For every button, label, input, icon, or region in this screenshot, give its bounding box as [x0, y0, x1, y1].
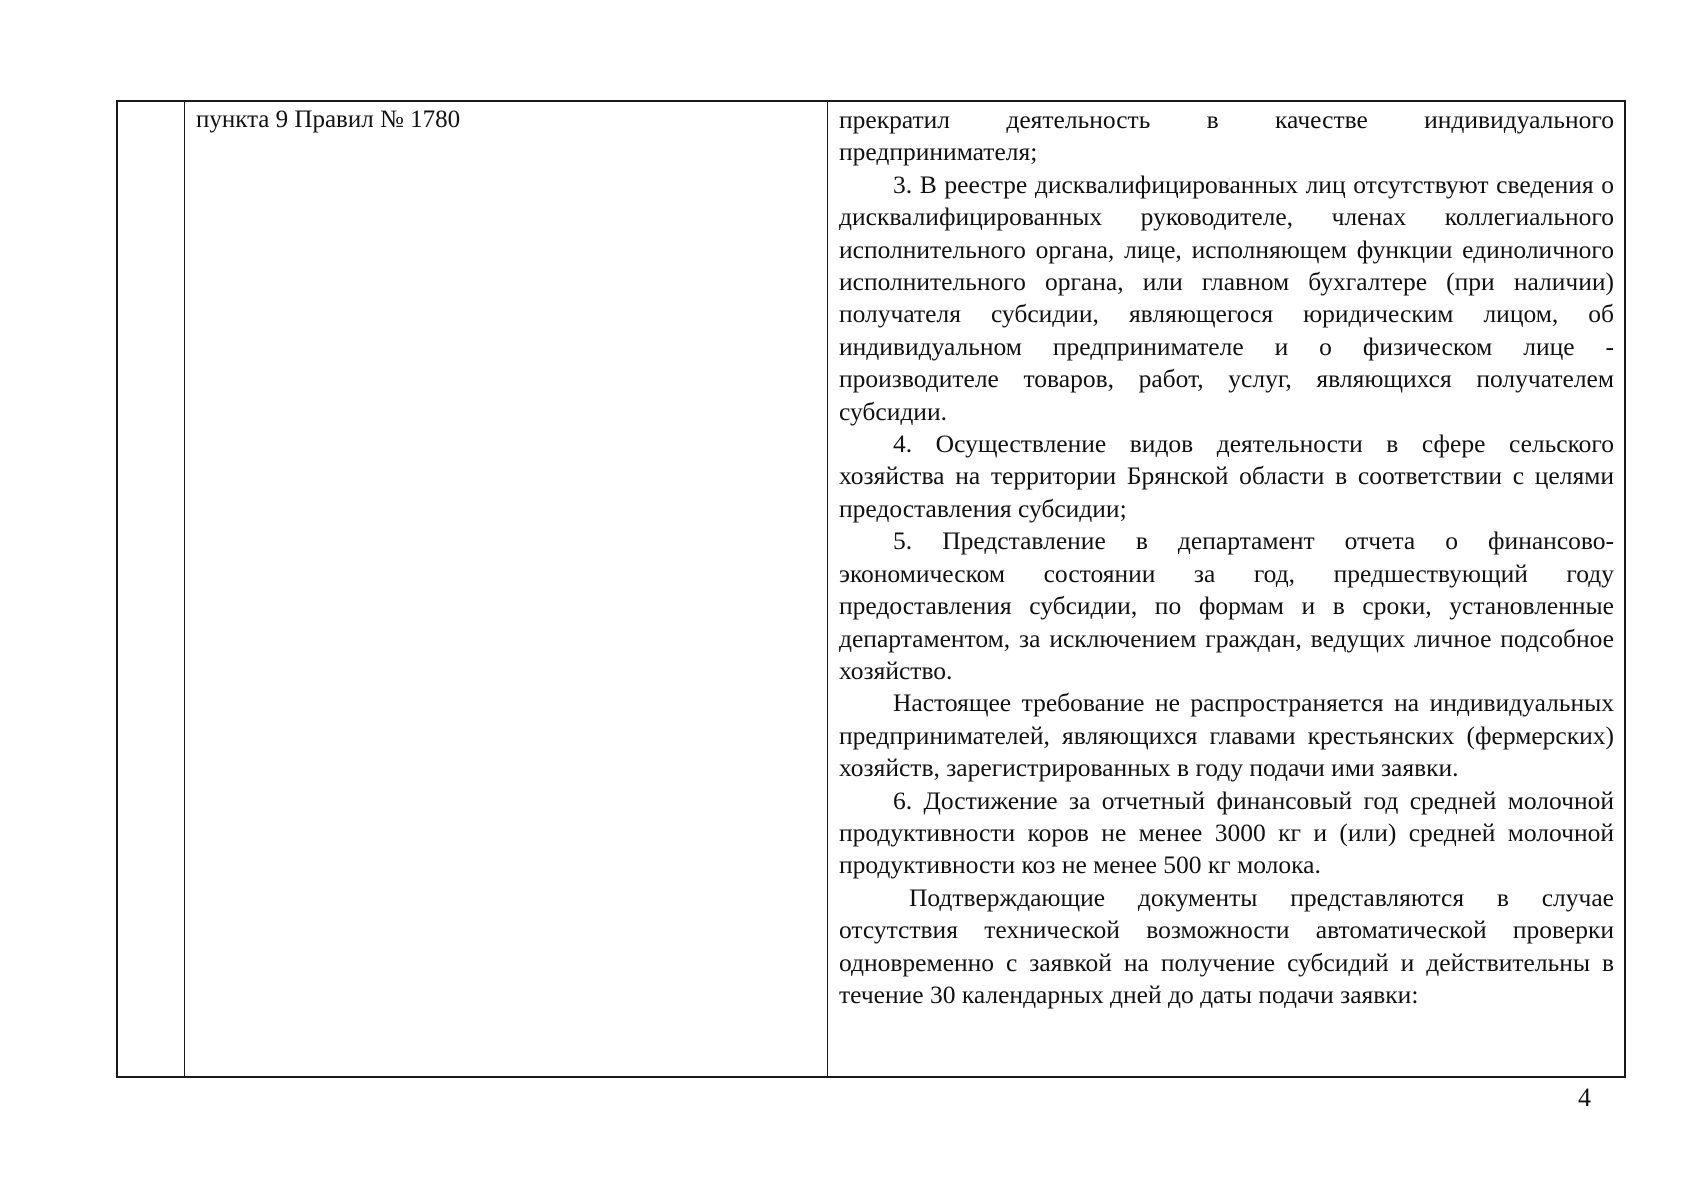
- page-number: 4: [1578, 1083, 1591, 1112]
- requirement-item-4: 4. Осуществление видов деятельности в сфере сельского хозяйства на территории Брянской области в соответствии с целями предоставления субсидии;: [839, 429, 1614, 523]
- requirement-continuation: прекратил деятельность в качестве индивидуального предпринимателя;: [839, 105, 1614, 167]
- supporting-documents-note: Подтверждающие документы представляются в случае отсутствия технической возможности автоматической проверки одновременно с заявкой на получение субсидий и действительны в течение 30 календарных дней до даты подачи заявки:: [839, 882, 1614, 1009]
- column-divider-requirements: [827, 102, 828, 1076]
- table-cell-requirements: [839, 104, 1614, 1011]
- column-divider-number: [184, 102, 185, 1076]
- requirement-item-5: 5. Представление в департамент отчета о финансово-экономическом состоянии за год, предшествующий году предоставления субсидии, по формам и в сроки, установленные департаментом, за исключением граждан, ведущих личное подсобное хозяйство.: [839, 526, 1614, 685]
- requirement-item-5-note: Настоящее требование не распространяется на индивидуальных предпринимателей, являющихся главами крестьянских (фермерских) хозяйств, зарегистрированных в году подачи ими заявки.: [839, 688, 1614, 783]
- requirement-item-3: 3. В реестре дисквалифицированных лиц отсутствуют сведения о дисквалифицированных руководителе, членах коллегиального исполнительного органа, лице, исполняющем функции единоличного исполнительного органа, или главном бухгалтере (при наличии) получателя субсидии, являющегося юридическим лицом, об индивидуальном предпринимателе и о физическом лице - производителе товаров, работ, услуг, являющихся получателем субсидии.: [839, 169, 1614, 426]
- table-cell-name: пункта 9 Правил № 1780: [196, 106, 461, 133]
- requirement-item-6: 6. Достижение за отчетный финансовый год средней молочной продуктивности коров не менее 3000 кг и (или) средней молочной продуктивности коз не менее 500 кг молока.: [839, 785, 1614, 880]
- document-table: [116, 100, 1626, 1078]
